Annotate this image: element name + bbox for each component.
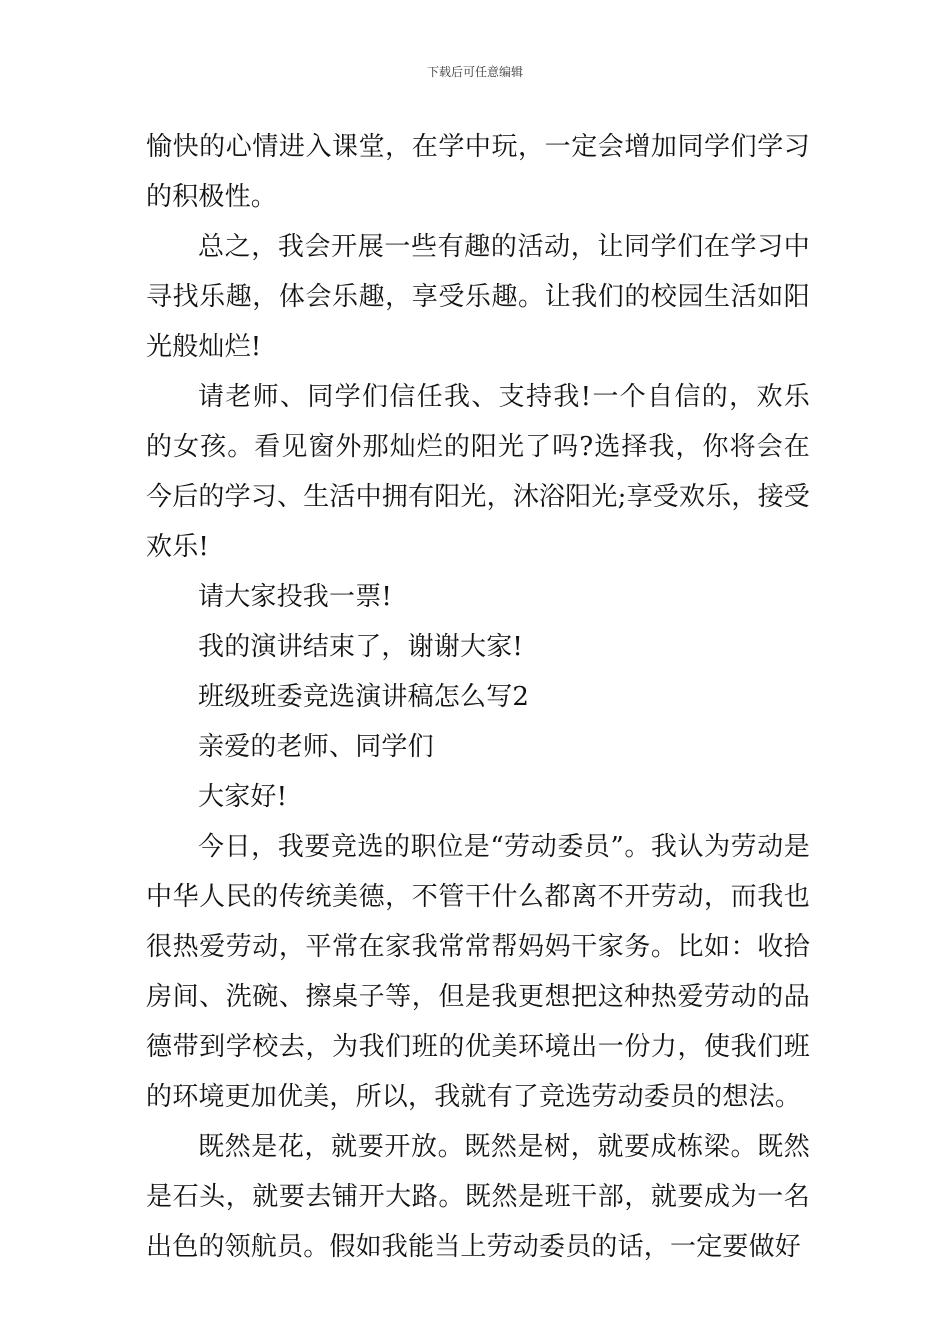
section-title: 班级班委竞选演讲稿怎么写2 — [198, 682, 530, 712]
document-body — [146, 122, 810, 1272]
paragraph-2: 总之，我会开展一些有趣的活动，让同学们在学习中寻找乐趣，体会乐趣，享受乐趣。让我们的校园生活如阳光般灿烂! — [146, 232, 810, 362]
paragraph-9: 今日，我要竞选的职位是“劳动委员”。我认为劳动是中华人民的传统美德，不管干什么都离不开劳动，而我也很热爱劳动，平常在家我常常帮妈妈干家务。比如：收拾房间、洗碗、擦桌子等，但是我更想把这种热爱劳动的品德带到学校去，为我们班的优美环境出一份力，使我们班的环境更加优美，所以，我就有了竞选劳动委员的想法。 — [146, 832, 810, 1112]
paragraph-4: 请大家投我一票! — [198, 582, 393, 612]
paragraph-1: 愉快的心情进入课堂，在学中玩，一定会增加同学们学习的积极性。 — [146, 132, 810, 212]
page-header: 下载后可任意编辑 — [426, 65, 523, 79]
paragraph-3: 请老师、同学们信任我、支持我!一个自信的，欢乐的女孩。看见窗外那灿烂的阳光了吗?选择我，你将会在今后的学习、生活中拥有阳光，沐浴阳光;享受欢乐，接受欢乐! — [146, 382, 810, 562]
paragraph-10: 既然是花，就要开放。既然是树，就要成栋梁。既然是石头，就要去铺开大路。既然是班干部，就要成为一名出色的领航员。假如我能当上劳动委员的话，一定要做好 — [146, 1132, 810, 1262]
salutation: 亲爱的老师、同学们 — [198, 732, 434, 762]
paragraph-5: 我的演讲结束了，谢谢大家! — [198, 632, 524, 662]
greeting: 大家好! — [198, 782, 288, 812]
